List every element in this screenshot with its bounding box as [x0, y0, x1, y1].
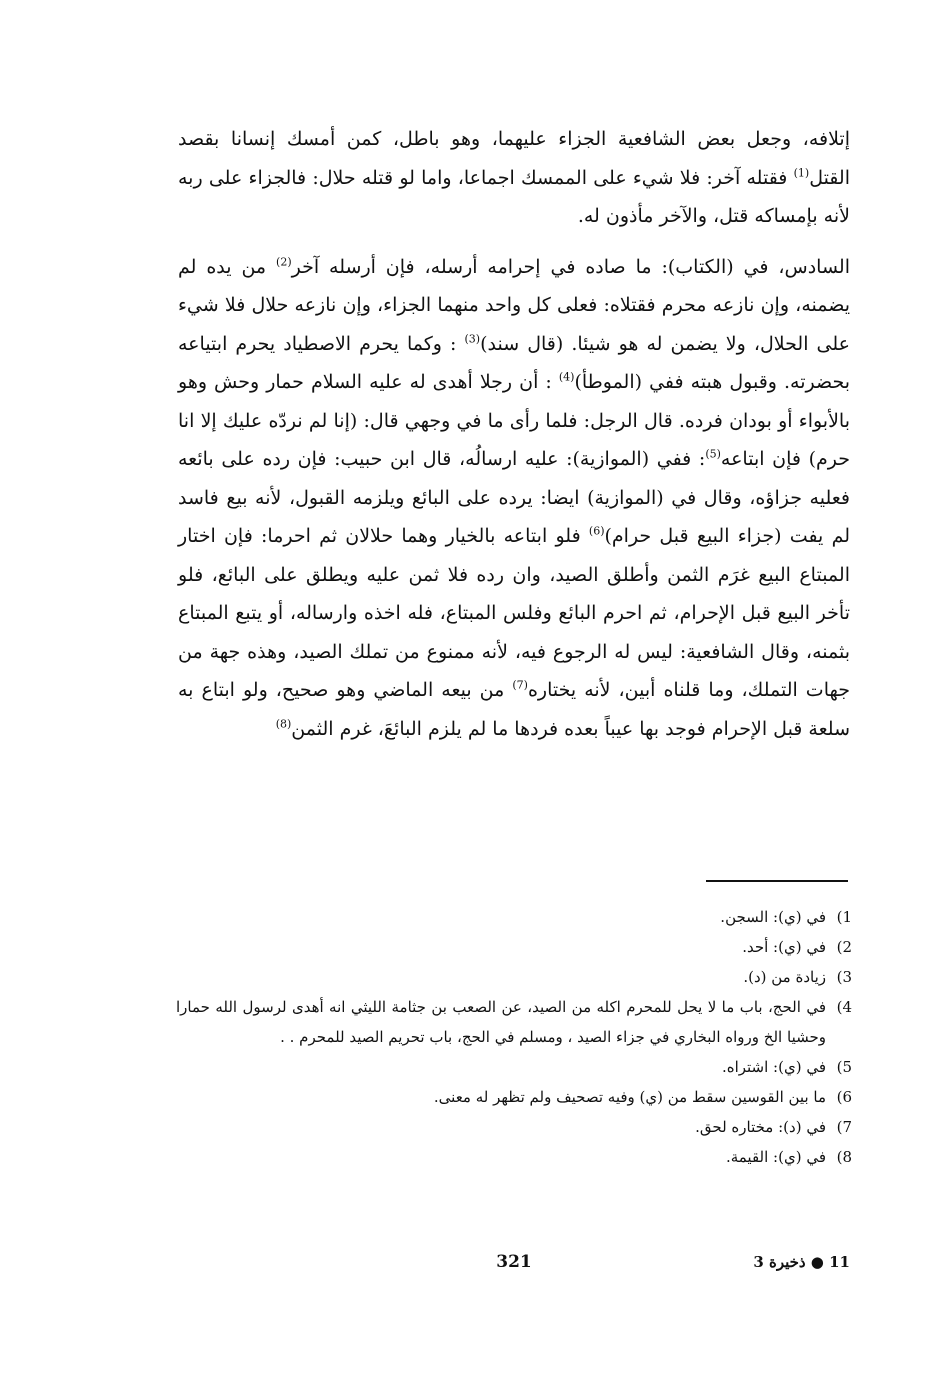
- footnote-number: 3): [836, 968, 852, 986]
- paragraph-2-part-g: من بيعه الماضي وهو صحيح، ولو ابتاع به سلعة قبل الإحرام فوجد بها عيباً بعده فردها ما لم يلزم البائعَ، غرم الثمن: [178, 679, 850, 740]
- footnote-item: [176, 1082, 852, 1112]
- footnote-ref-6: (6): [588, 524, 605, 538]
- paragraph-1-part-a: إتلافه، وجعل بعض الشافعية الجزاء عليهما، وهو باطل، كمن أمسك إنسانا بقصد القتل: [178, 128, 850, 189]
- printer-signature: 11 ● ذخيرة 3: [753, 1253, 850, 1271]
- footnote-ref-1: (1): [793, 166, 810, 180]
- footnote-number: 8): [836, 1148, 852, 1166]
- footnote-text: زيادة من (د).: [743, 968, 826, 986]
- footnote-text: في (ي): أحد.: [742, 938, 826, 956]
- footnotes: [176, 902, 852, 1172]
- footnote-text: في (ي): اشتراه.: [721, 1058, 826, 1076]
- paragraph-2: [178, 248, 850, 749]
- footnote-item: [176, 1112, 852, 1142]
- footnote-number: 7): [836, 1118, 852, 1136]
- main-text: [178, 120, 850, 748]
- footnote-ref-5: (5): [705, 447, 721, 461]
- footnote-number: 4): [836, 998, 852, 1016]
- footnote-item: [176, 992, 852, 1052]
- paragraph-2-part-d: : أن رجلا أهدى له عليه السلام حمار وحش وهو بالأبواء أو بودان فرده. قال الرجل: فلما رأى ما في وجهي قال: (إنا لم نردّه عليك إلا انا حرم) فإن ابتاعه: [178, 371, 851, 470]
- paragraph-2-part-c: : وكما يحرم الاصطياد يحرم ابتياعه بحضرته. وقبول هبته ففي (الموطأ): [178, 332, 851, 393]
- footnote-number: 6): [836, 1088, 852, 1106]
- footnote-text: في (ي): القيمة.: [725, 1148, 826, 1166]
- paragraph-2-part-b: من يده لم يضمنه، وإن نازعه محرم فقتلاه: فعلى كل واحد منهما الجزاء، وإن نازعه حلال فلا شيء على الحلال، ولا يضمن له هو شيئا. (قال سند): [178, 255, 850, 355]
- footnote-text: ما بين القوسين سقط من (ي) وفيه تصحيف ولم تظهر له معنى.: [433, 1088, 826, 1106]
- footnote-ref-2: (2): [276, 255, 292, 269]
- page-number: 321: [496, 1252, 532, 1272]
- footnote-ref-7: (7): [512, 678, 528, 692]
- footnote-item: [176, 902, 852, 932]
- footnote-item: [176, 932, 852, 962]
- footnote-number: 1): [836, 908, 852, 926]
- footnote-item: [176, 962, 852, 992]
- footnote-ref-8: (8): [275, 717, 292, 731]
- footnote-item: [176, 1142, 852, 1172]
- footnote-number: 5): [836, 1058, 852, 1076]
- footnote-separator: [706, 880, 848, 882]
- footnote-text: في (د): مختاره لحق.: [695, 1118, 826, 1136]
- paragraph-1: [178, 120, 850, 236]
- paragraph-2-part-f: فلو ابتاعه بالخيار وهما حلالان ثم احرما: فإن اختار المبتاع البيع غرَم الثمن وأطلق الصيد، وان رده فلا ثمن عليه ويطلق على البائع، فلو تأخر البيع قبل الإحرام، ثم احرم البائع وفلس المبتاع، فله اخذه وارساله، أو يتبع المبتاع بثمنه، وقال الشافعية: ليس له الرجوع فيه، لأنه ممنوع من تملك الصيد، وهذه جهة من جهات التملك، وما قلناه أبين، لأنه يختاره: [178, 525, 850, 701]
- footnote-text: في الحج، باب ما لا يحل للمحرم اكله من الصيد، عن الصعب بن جثامة الليثي انه أهدى لرسول الله حمارا وحشيا الخ ورواه البخاري في جزاء الصيد ، ومسلم في الحج، باب تحريم الصيد للمحرم . .: [176, 998, 826, 1046]
- paragraph-2-part-a: السادس، في (الكتاب): ما صاده في إحرامه أرسله، فإن أرسله آخر: [291, 255, 850, 278]
- footnote-ref-4: (4): [558, 370, 575, 384]
- footnote-number: 2): [836, 938, 852, 956]
- footnote-ref-3: (3): [464, 332, 481, 346]
- footnote-item: [176, 1052, 852, 1082]
- paragraph-1-part-b: فقتله آخر: فلا شيء على الممسك اجماعا، واما لو قتله حلال: فالجزاء على ربه لأنه بإمساكه قتل، والآخر مأذون له.: [178, 166, 850, 227]
- paragraph-2-part-e: : ففي (الموازية): عليه ارسالُه، قال ابن حبيب: فإن رده على بائعه فعليه جزاؤه، وقال في (الموازية) ايضا: يرده على البائع ويلزمه القبول، لأنه بيع فاسد لم يفت (جزاء البيع قبل حرام): [178, 448, 851, 547]
- footnote-text: في (ي): السجن.: [720, 908, 826, 926]
